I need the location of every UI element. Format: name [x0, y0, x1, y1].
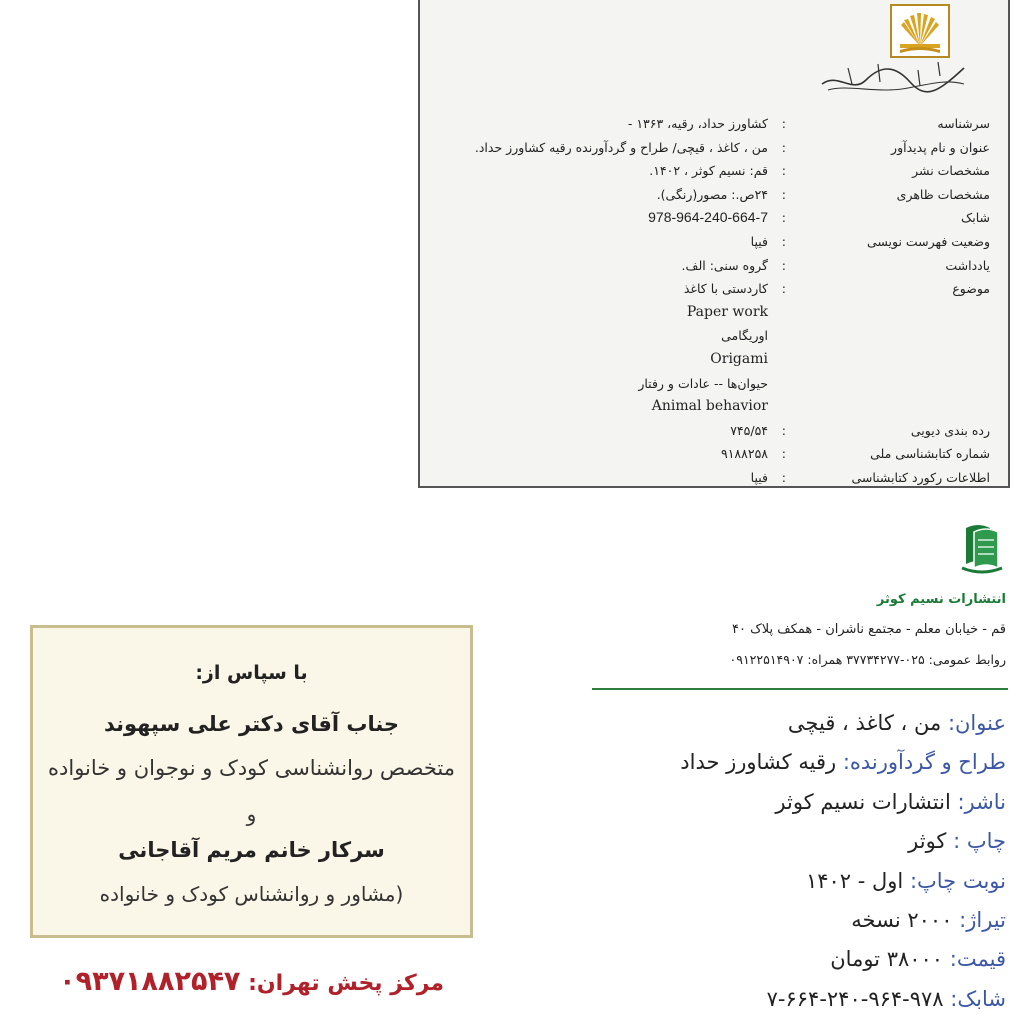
- book-info-key: قیمت:: [949, 947, 1006, 972]
- book-info-value: ۹۷۸-۹۶۴-۲۴۰-۶۶۴-۷: [766, 986, 951, 1011]
- cip-isbn: 978-964-240-664-7: [648, 209, 768, 226]
- thanks-description-2: (مشاور و روانشناس کودک و خانواده: [99, 882, 404, 906]
- book-info-row: [586, 743, 1006, 782]
- cip-label: مشخصات نشر: [912, 163, 990, 179]
- cip-row: [420, 466, 1008, 490]
- cip-label: وضعیت فهرست نویسی: [866, 233, 990, 249]
- thanks-heading: با سپاس از:: [195, 662, 308, 684]
- cip-subject: حیوان‌ها -- عادات و رفتار: [638, 375, 768, 391]
- thanks-name-1: جناب آقای دکتر علی سپهوند: [103, 712, 400, 736]
- distribution-center: [60, 966, 444, 997]
- cip-value: من ، کاغذ ، قیچی/ طراح و گردآورنده رقیه کشاورز حداد.: [474, 139, 768, 155]
- book-info: [586, 704, 1006, 1019]
- book-info-row: [586, 862, 1006, 901]
- cip-colon: :: [781, 210, 786, 226]
- cip-colon: :: [781, 163, 786, 179]
- cip-row: [420, 183, 1008, 207]
- book-info-value: کوثر: [908, 829, 954, 854]
- cip-label: شابک: [961, 210, 990, 226]
- cip-row: [420, 348, 1008, 372]
- cip-row: [420, 136, 1008, 160]
- cip-colon: :: [781, 233, 786, 249]
- cip-card: [418, 0, 1010, 488]
- cip-label: رده بندی دیویی: [910, 422, 990, 438]
- cip-value: ۷۴۵/۵۴: [730, 422, 768, 438]
- cip-subject: Paper work: [686, 303, 768, 320]
- book-info-row: [586, 822, 1006, 861]
- cip-row: [420, 324, 1008, 348]
- cip-label: عنوان و نام پدیدآور: [891, 139, 990, 155]
- cip-colon: :: [781, 257, 786, 273]
- cip-row: [420, 277, 1008, 301]
- book-info-key: عنوان:: [947, 711, 1006, 735]
- thanks-description-1: متخصص روانشناسی کودک و نوجوان و خانواده: [48, 756, 455, 780]
- thanks-name-2: سرکار خانم مریم آقاجانی: [118, 838, 385, 862]
- cip-colon: :: [781, 186, 786, 202]
- cip-colon: :: [781, 422, 786, 438]
- book-info-key: ناشر:: [957, 789, 1006, 814]
- cip-colon: :: [781, 469, 786, 485]
- cip-row: [420, 395, 1008, 419]
- book-info-row: [586, 980, 1006, 1019]
- cip-value: قم: نسیم کوثر ، ۱۴۰۲.: [649, 163, 768, 179]
- book-info-row: [586, 783, 1006, 822]
- book-info-value: من ، کاغذ ، قیچی: [787, 711, 948, 735]
- cip-row: [420, 159, 1008, 183]
- library-logo-script: [818, 54, 968, 98]
- cip-row: [420, 254, 1008, 278]
- cip-value: گروه سنی: الف.: [681, 257, 768, 273]
- cip-subject: اوریگامی: [721, 328, 768, 344]
- acknowledgement-box: [30, 625, 473, 938]
- cip-row: [420, 419, 1008, 443]
- book-info-value: رقیه کشاورز حداد: [680, 750, 843, 775]
- cip-colon: :: [781, 281, 786, 297]
- distribution-label: مرکز پخش تهران:: [248, 971, 444, 996]
- cip-value: ۲۴ص.: مصور(رنگی).: [656, 186, 768, 202]
- cip-row: [420, 442, 1008, 466]
- book-info-row: [586, 704, 1006, 743]
- cip-value: کشاورز حداد، رقیه، ۱۳۶۳ -: [627, 116, 768, 131]
- cip-subject: Origami: [710, 350, 768, 367]
- book-info-key: نوبت چاپ:: [909, 868, 1006, 893]
- publisher-name: انتشارات نسیم کوثر: [876, 592, 1006, 607]
- book-info-value: ۳۸۰۰۰ تومان: [830, 947, 950, 972]
- cip-colon: :: [781, 139, 786, 155]
- cip-colon: :: [781, 116, 786, 131]
- cip-colon: :: [781, 446, 786, 462]
- distribution-phone: ۰۹۳۷۱۸۸۲۵۴۷: [59, 966, 241, 997]
- publisher-logo-icon: [956, 520, 1008, 576]
- cip-row: [420, 206, 1008, 230]
- cip-row: [420, 112, 1008, 136]
- publisher-contacts: روابط عمومی: ۰۲۵-۳۷۷۳۴۲۷۷ همراه: ۰۹۱۲۲۵۱۴۹۰۷: [729, 652, 1006, 667]
- cip-label: یادداشت: [945, 257, 990, 273]
- book-info-value: اول - ۱۴۰۲: [805, 868, 910, 893]
- library-logo-icon: [890, 4, 950, 58]
- cip-label: اطلاعات رکورد کتابشناسی: [851, 469, 990, 485]
- publisher-address: قم - خیابان معلم - مجتمع ناشران - همکف پلاک ۴۰: [731, 622, 1006, 637]
- cip-label: سرشناسه: [937, 116, 990, 131]
- cip-value: ۹۱۸۸۲۵۸: [721, 446, 768, 462]
- cip-value: کاردستی با کاغذ: [683, 281, 768, 297]
- book-info-key: طراح و گردآورنده:: [842, 750, 1006, 775]
- book-info-key: شابک:: [950, 986, 1006, 1011]
- cip-rows: [420, 112, 1008, 490]
- book-info-key: تیراژ:: [959, 907, 1006, 932]
- divider: [592, 688, 1008, 690]
- cip-value: فیپا: [750, 233, 768, 249]
- cip-label: موضوع: [952, 281, 990, 297]
- book-info-row: [586, 940, 1006, 979]
- book-info-value: انتشارات نسیم کوثر: [775, 789, 958, 814]
- cip-row: [420, 301, 1008, 325]
- cip-subject: Animal behavior: [651, 398, 768, 415]
- book-info-key: چاپ :: [953, 829, 1006, 854]
- cip-label: شماره کتابشناسی ملی: [870, 446, 990, 462]
- cip-label: مشخصات ظاهری: [896, 186, 990, 202]
- book-info-value: ۲۰۰۰ نسخه: [851, 907, 960, 932]
- cip-value: فیپا: [750, 469, 768, 485]
- thanks-conjunction: و: [246, 802, 257, 826]
- cip-row: [420, 230, 1008, 254]
- book-info-row: [586, 901, 1006, 940]
- cip-row: [420, 372, 1008, 396]
